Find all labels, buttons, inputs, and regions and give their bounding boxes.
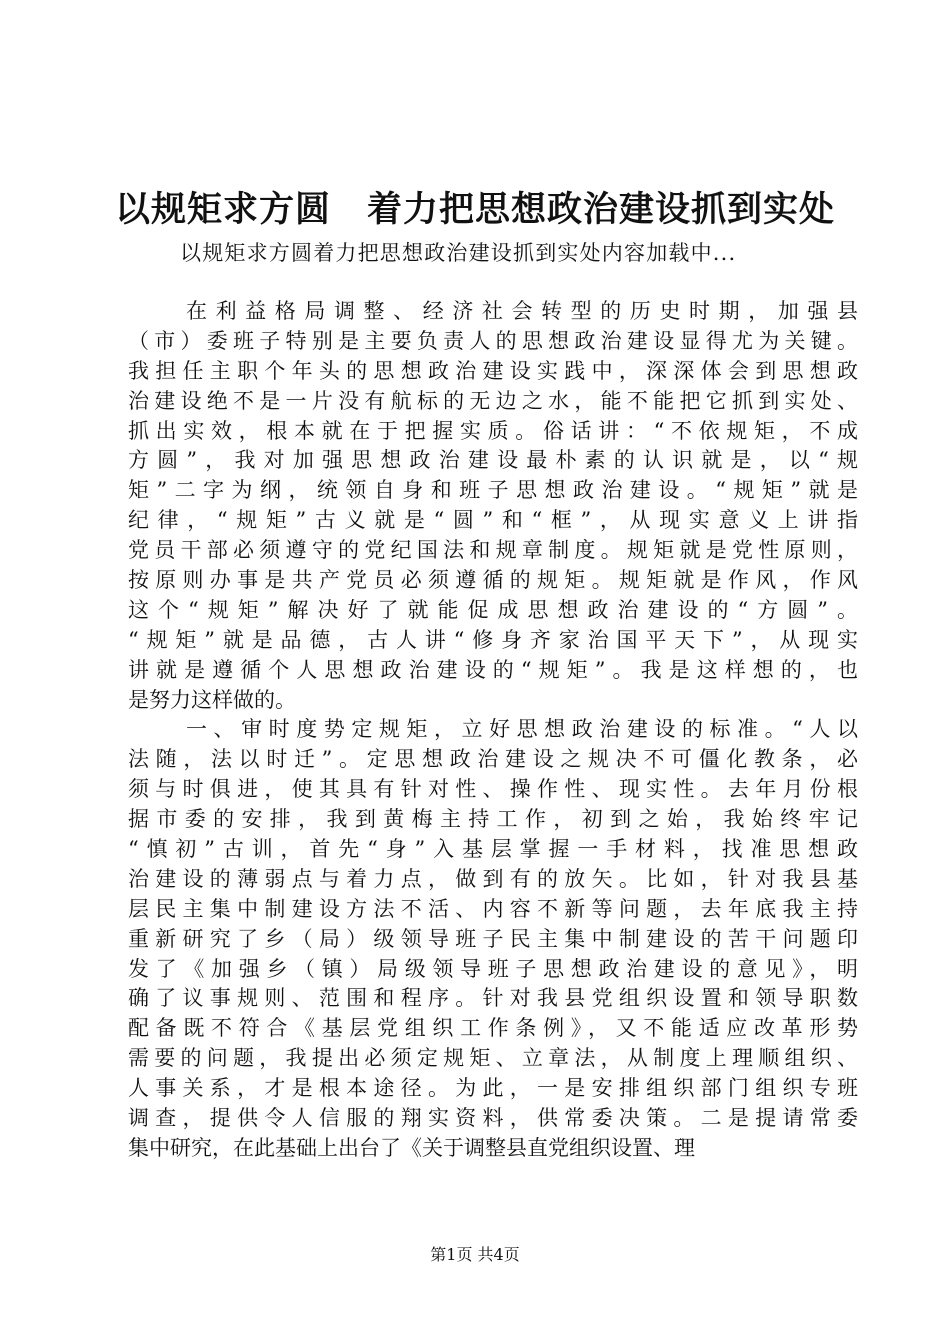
- page-title: 以规矩求方圆 着力把思想政治建设抓到实处: [114, 189, 835, 230]
- paragraph-line: “规矩”就是品德，古人讲“修身齐家治国平天下”，从现实: [128, 627, 866, 652]
- paragraph-line: 配备既不符合《基层党组织工作条例》，又不能适应改革形势: [128, 1016, 865, 1041]
- paragraph-line: 集中研究，在此基础上出台了《关于调整县直党组织设置、理: [128, 1135, 695, 1160]
- paragraph-line: 治建设绝不是一片没有航标的无边之水，能不能把它抓到实处、: [128, 388, 864, 413]
- body-text: [128, 297, 867, 1164]
- subtitle: 以规矩求方圆着力把思想政治建设抓到实处内容加载中...: [180, 241, 737, 265]
- paragraph-line: 纪律，“规矩”古义就是“圆”和“框”，从现实意义上讲指: [128, 508, 867, 533]
- paragraph-line: 一、审时度势定规矩，立好思想政治建设的标准。“人以: [186, 717, 865, 742]
- paragraph-line: 党员干部必须遵守的党纪国法和规章制度。规矩就是党性原则，: [128, 538, 864, 563]
- paragraph: [128, 715, 866, 1163]
- paragraph-line: 我担任主职个年头的思想政治建设实践中，深深体会到思想政: [128, 358, 865, 383]
- paragraph-line: 重新研究了乡（局）级领导班子民主集中制建设的苦干问题印: [128, 926, 865, 951]
- paragraph-line: 调查，提供令人信服的翔实资料，供常委决策。二是提请常委: [128, 1106, 865, 1131]
- paragraph-line: 方圆”，我对加强思想政治建设最朴素的认识就是，以“规: [128, 448, 867, 473]
- paragraph-line: 需要的问题，我提出必须定规矩、立章法，从制度上理顺组织、: [128, 1046, 864, 1071]
- paragraph-line: 据市委的安排，我到黄梅主持工作，初到之始，我始终牢记: [128, 807, 866, 832]
- paragraph-line: 治建设的薄弱点与着力点，做到有的放矢。比如，针对我县基: [128, 866, 865, 891]
- paragraph-line: 须与时俱进，使其具有针对性、操作性、现实性。去年月份根: [128, 777, 865, 802]
- paragraph-line: 在利益格局调整、经济社会转型的历史时期，加强县: [186, 299, 867, 323]
- page-footer: 第1页 共4页: [430, 1245, 520, 1264]
- paragraph-line: 这个“规矩”解决好了就能促成思想政治建设的“方圆”。: [128, 597, 867, 622]
- paragraph-line: 人事关系，才是根本途径。为此，一是安排组织部门组织专班: [128, 1076, 865, 1101]
- paragraph-line: （市）委班子特别是主要负责人的思想政治建设显得尤为关键。: [128, 328, 864, 353]
- paragraph-line: 矩”二字为纲，统领自身和班子思想政治建设。“规矩”就是: [128, 478, 866, 503]
- paragraph-line: 发了《加强乡（镇）局级领导班子思想政治建设的意见》，明: [128, 956, 865, 981]
- paragraph-line: 是努力这样做的。: [128, 687, 296, 712]
- paragraph-line: 抓出实效，根本就在于把握实质。俗话讲：“不依规矩，不成: [128, 418, 865, 443]
- paragraph-line: “慎初”古训，首先“身”入基层掌握一手材料，找准思想政: [128, 837, 866, 862]
- paragraph-line: 讲就是遵循个人思想政治建设的“规矩”。我是这样想的，也: [128, 657, 866, 682]
- paragraph-line: 按原则办事是共产党员必须遵循的规矩。规矩就是作风，作风: [128, 568, 865, 593]
- paragraph-line: 确了议事规则、范围和程序。针对我县党组织设置和领导职数: [128, 986, 865, 1011]
- paragraph-line: 法随，法以时迁”。定思想政治建设之规决不可僵化教条，必: [128, 747, 865, 772]
- paragraph-line: 层民主集中制建设方法不活、内容不新等问题，去年底我主持: [128, 896, 865, 921]
- paragraph: [128, 297, 867, 715]
